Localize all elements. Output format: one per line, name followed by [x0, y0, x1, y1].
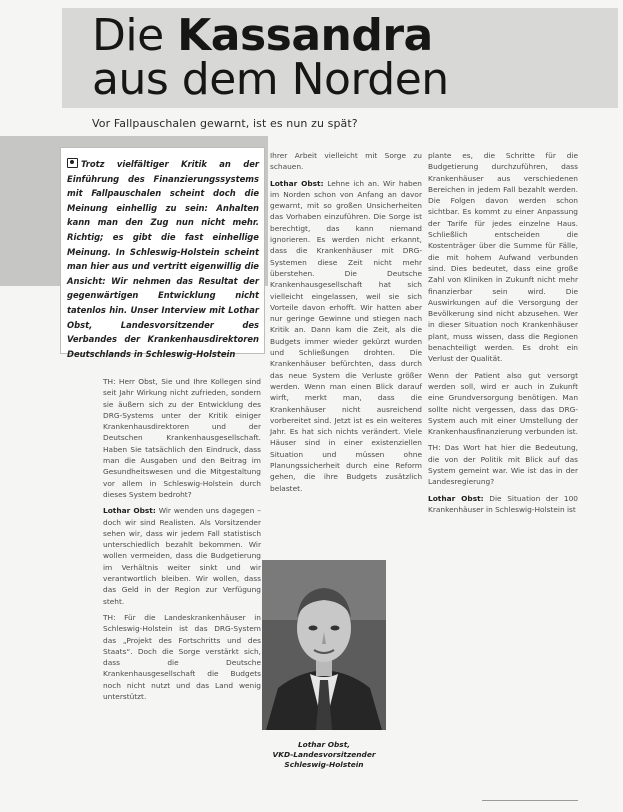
- answer-1-text: Wir wenden uns dagegen – doch wir sind Realisten. Als Vorsitzender sehen wir, dass wir jedem Fall statistisch unterschiedlich bezahlt bekommen. Wir wollen vermeiden, dass die Budgetierung im Verhältnis weiter sinkt und wir verantwortlich bleiben. Wir wollen, dass das Geld in der Region zur Verfügung steht.: [103, 506, 261, 606]
- right-text-2: Wenn der Patient also gut versorgt werden soll, wird er auch in Zukunft eine Grundversorgung benötigen. Man sollte nicht vergessen, dass das DRG-System auch mit einer Umstellung der Krankenhausfinanzierung verbunden ist.: [428, 370, 579, 437]
- right-answer-text: Die Situation der 100 Krankenhäuser in Schleswig-Holstein ist: [428, 493, 578, 514]
- right-answer: [428, 493, 578, 516]
- middle-column: [270, 150, 422, 499]
- title-line2: aus dem Norden: [92, 54, 449, 105]
- article-title: [92, 10, 449, 105]
- speaker-label: Lothar Obst:: [103, 506, 156, 516]
- speaker-label: Lothar Obst:: [270, 178, 324, 188]
- question-1: TH: Herr Obst, Sie und Ihre Kollegen sind seit Jahr Wirkung nicht zufrieden, sondern sie äußern sich zu der Entwicklung des DRG-Systems unter der Kritik einiger Krankenhausdirektoren und der Deutschen Krankenhausgesellschaft. Haben Sie tatsächlich den Eindruck, dass man die Ausgaben und den Beitrag im Gesundheitswesen und die Mitgestaltung vor allem in Schleswig-Holstein durch dieses System bedroht?: [103, 377, 261, 499]
- portrait-illustration: [262, 560, 386, 730]
- right-column: [428, 150, 578, 520]
- mid-lead: Ihrer Arbeit vielleicht mit Sorge zu schauen.: [270, 151, 422, 172]
- answer-1: [103, 505, 261, 607]
- intro-box: [60, 147, 265, 359]
- intro-text: Trotz vielfältiger Kritik an der Einführung des Finanzierungssystems mit Fallpauschalen scheint doch die Meinung einhellig zu sein: Anhalten kann man den Zug nun nicht mehr. Richtig; es gibt die fast einhellige Meinung. In Schleswig-Holstein scheint man hier aus und vertritt eigenwillig die Ansicht: Wir nehmen das Resultat der gegenwärtigen Entwicklung nicht tatenlos hin. Unser Interview mit Lothar Obst, Landesvorsitzender des Verbandes der Krankenhausdirektoren Deutschlands in Schleswig-Holstein: [67, 159, 259, 359]
- right-question: TH: Das Wort hat hier die Bedeutung, die von der Politik mit Blick auf das System gemeint war. Wie ist das in der Landesregierung?: [428, 443, 578, 487]
- caption-name: Lothar Obst,: [297, 740, 351, 749]
- mid-answer-text: Lehne ich an. Wir haben im Norden schon von Anfang an davor gewarnt, mit so großen Unsicherheiten das Vorhaben einzuführen. Die Sorge ist berechtigt, das kann niemand ignorieren. Es werden nicht erkannt, dass die Krankenhäuser mit DRG-Systemen diese Zeit nicht mehr überstehen. Die Deutsche Krankenhausgesellschaft hat sich vielleicht eingelassen, weil sie sich Vorteile davon erhofft. Wir hatten aber nur geringe Gewinne und stiegen nach Kritik an. Dann kam die Zeit, als die Budgets immer wieder gekürzt wurden und Schließungen drohten. Die Krankenhäuser befürchten, dass durch das neue System die Verluste größer werden. Wenn man einen Blick darauf wirft, merkt man, dass die Krankenhäuser nicht ausreichend vorbereitet sind. Jetzt ist es ein weiteres Jahr. Es hat sich nichts verändert. Viele Häuser sind in einer existenziellen Situation und müssen ohne Planungssicherheit durch eine Reform gehen, die ihre Budgets zusätzlich belastet.: [270, 178, 422, 493]
- question-2: TH: Für die Landeskrankenhäuser in Schleswig-Holstein ist das DRG-System das „Projekt des Fortschritts und des Staats“. Doch die Sorge verstärkt sich, dass die Deutsche Krankenhausgesellschaft die Budgets noch nicht nutzt und das Land wenig unterstützt.: [103, 612, 261, 702]
- article-subtitle: Vor Fallpauschalen gewarnt, ist es nun zu spät?: [92, 117, 358, 130]
- title-keyword: Kassandra: [177, 10, 433, 61]
- right-text-1: plante es, die Schritte für die Budgetierung durchzuführen, dass Krankenhäuser aus verschiedenen Bereichen in jedem Fall bezahlt werden. Die Folgen davon werden schon sichtbar. Es kommt zu einer Anpassung der Tarife für jedes einzelne Haus. Schließlich entscheiden die Kostenträger über die Summe für Fälle, die mit hohem Aufwand verbunden sind. Dies bedeutet, dass eine große Zahl von Kliniken in Zukunft nicht mehr finanzierbar sein wird. Die Auswirkungen auf die Versorgung der Bevölkerung sind nicht abzusehen. Wer in dieser Situation noch Krankenhäuser plant, muss wissen, dass die Regionen benachteiligt werden. Es droht ein Verlust der Qualität.: [428, 151, 578, 364]
- left-column: [103, 376, 261, 707]
- caption-role: VKD-Landesvorsitzender: [272, 750, 376, 759]
- footer-rule: [482, 800, 578, 801]
- title-line1-normal: Die: [92, 10, 178, 61]
- mid-answer: [270, 178, 422, 494]
- photo-caption: [262, 740, 386, 770]
- caption-region: Schleswig-Holstein: [284, 760, 364, 769]
- speaker-label: Lothar Obst:: [428, 493, 484, 503]
- portrait-photo: [262, 560, 386, 730]
